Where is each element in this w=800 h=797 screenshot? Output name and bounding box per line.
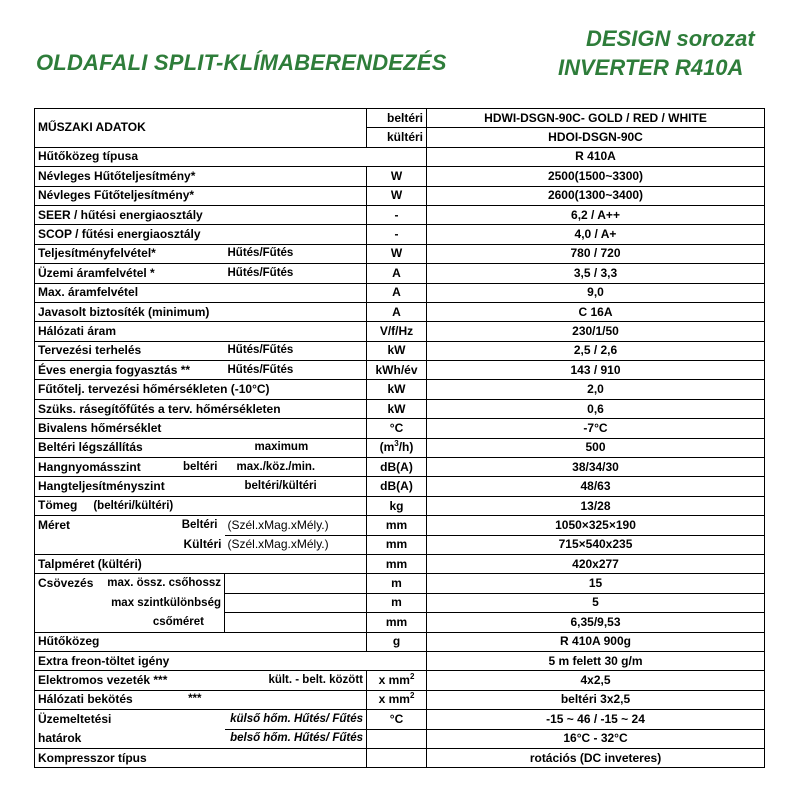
table-row (35, 671, 765, 690)
row-sublabel: Hűtés/Fűtés (225, 264, 367, 283)
row-label: Beltéri légszállítás (35, 438, 225, 457)
table-row (35, 554, 765, 573)
row-unit: mm (367, 613, 427, 632)
row-label: Névleges Hűtőteljesítmény* (35, 167, 367, 186)
row-unit: g (367, 632, 427, 651)
row-sublabel: Hűtés/Fűtés (225, 244, 367, 263)
row-unit: - (367, 205, 427, 224)
row-label: Üzemeltetési (35, 710, 225, 729)
table-row (35, 361, 765, 380)
row-label: Hangnyomásszint beltéri (35, 458, 225, 477)
row-unit: A (367, 264, 427, 283)
row-label: SCOP / fűtési energiaosztály (35, 225, 367, 244)
row-value: -15 ~ 46 / -15 ~ 24 (427, 710, 765, 729)
row-sublabel: kült. - belt. között (225, 671, 367, 690)
table-row (35, 438, 765, 457)
row-sublabel: maximum (225, 438, 367, 457)
row-value: 2,0 (427, 380, 765, 399)
indoor-label: beltéri (367, 109, 427, 128)
row-sublabel: max. össz. csőhossz (107, 577, 221, 590)
row-unit: m (367, 593, 427, 612)
row-label: Méret Beltéri (35, 516, 225, 535)
row-unit: W (367, 167, 427, 186)
table-row (35, 593, 765, 612)
row-unit: kW (367, 399, 427, 418)
row-value: 48/63 (427, 477, 765, 496)
row-sublabel: külső hőm. Hűtés/ Fűtés (225, 710, 367, 729)
row-label: Max. áramfelvétel (35, 283, 367, 302)
row-sublabel: Hűtés/Fűtés (225, 361, 367, 380)
row-value: 4,0 / A+ (427, 225, 765, 244)
row-label: Éves energia fogyasztás ** (35, 361, 225, 380)
table-row (35, 225, 765, 244)
row-unit: mm (367, 516, 427, 535)
row-value: 15 (427, 574, 765, 593)
row-label: Tömeg (beltéri/kültéri) (35, 496, 367, 515)
row-unit: dB(A) (367, 477, 427, 496)
row-label: Szüks. rásegítőfűtés a terv. hőmérsékleten (35, 399, 367, 418)
table-row (35, 205, 765, 224)
row-unit: mm (367, 535, 427, 554)
row-unit: m (367, 574, 427, 593)
row-unit: mm (367, 554, 427, 573)
row-label: Extra freon-töltet igény (35, 651, 427, 670)
row-label: Fűtőtelj. tervezési hőmérsékleten (-10°C) (35, 380, 367, 399)
row-value: 420x277 (427, 554, 765, 573)
row-value: 9,0 (427, 283, 765, 302)
row-value: 2,5 / 2,6 (427, 341, 765, 360)
table-row (35, 341, 765, 360)
row-unit: °C (367, 419, 427, 438)
row-label: Névleges Fűtőteljesítmény* (35, 186, 367, 205)
row-value: 2500(1500~3300) (427, 167, 765, 186)
table-row (35, 729, 765, 748)
row-unit: W (367, 186, 427, 205)
page-title: OLDAFALI SPLIT-KLÍMABERENDEZÉS (36, 50, 447, 75)
row-sublabel: Hűtés/Fűtés (225, 341, 367, 360)
row-unit: °C (367, 710, 427, 729)
outdoor-label: kültéri (367, 128, 427, 147)
row-label: SEER / hűtési energiaosztály (35, 205, 367, 224)
table-head-row-indoor (35, 109, 765, 128)
row-sublabel: beltéri (182, 460, 218, 473)
row-value: R 410A (427, 147, 765, 166)
row-label: Hálózati áram (35, 322, 367, 341)
spec-table (34, 108, 765, 768)
row-value: 6,35/9,53 (427, 613, 765, 632)
table-row (35, 651, 765, 670)
row-sublabel-2: (Szél.xMag.xMély.) (225, 516, 367, 535)
row-unit: kW (367, 341, 427, 360)
row-value: rotációs (DC inveteres) (427, 748, 765, 767)
row-sublabel: csőméret (35, 613, 225, 632)
table-row (35, 458, 765, 477)
row-label: Bivalens hőmérséklet (35, 419, 367, 438)
row-label: Üzemi áramfelvétel * (35, 264, 225, 283)
table-row (35, 244, 765, 263)
row-sublabel: Beltéri (181, 519, 218, 532)
row-unit: A (367, 302, 427, 321)
row-value: -7°C (427, 419, 765, 438)
row-value: 230/1/50 (427, 322, 765, 341)
row-unit (367, 729, 427, 748)
row-value: 715×540x235 (427, 535, 765, 554)
row-label: Elektromos vezeték *** (35, 671, 225, 690)
row-sublabel-2: max./köz./min. (225, 458, 367, 477)
row-unit: - (367, 225, 427, 244)
table-row (35, 322, 765, 341)
row-label: Hűtőközeg típusa (35, 147, 427, 166)
row-value: 5 m felett 30 g/m (427, 651, 765, 670)
row-value: R 410A 900g (427, 632, 765, 651)
table-row (35, 613, 765, 632)
row-value: 500 (427, 438, 765, 457)
row-sublabel: (beltéri/kültéri) (93, 500, 174, 512)
row-unit: dB(A) (367, 458, 427, 477)
row-label: Teljesítményfelvétel* (35, 244, 225, 263)
row-value: 1050×325×190 (427, 516, 765, 535)
table-row (35, 690, 765, 709)
row-unit: kWh/év (367, 361, 427, 380)
table-row (35, 419, 765, 438)
row-label: Javasolt biztosíték (minimum) (35, 302, 367, 321)
row-unit (367, 748, 427, 767)
table-row (35, 748, 765, 767)
table-row (35, 496, 765, 515)
row-value: 6,2 / A++ (427, 205, 765, 224)
row-label: Talpméret (kültéri) (35, 554, 367, 573)
row-unit: x $mm^2$ (367, 671, 427, 690)
indoor-model: HDWI-DSGN-90C- GOLD / RED / WHITE (427, 109, 765, 128)
row-unit: $(m^3/h)$ (367, 438, 427, 457)
table-row (35, 477, 765, 496)
outdoor-model: HDOI-DSGN-90C (427, 128, 765, 147)
series-title: DESIGN sorozat (586, 26, 755, 51)
table-row (35, 167, 765, 186)
table-row (35, 535, 765, 554)
row-label: Hűtőközeg (35, 632, 367, 651)
table-row (35, 516, 765, 535)
row-label: határok (35, 729, 225, 748)
row-unit: kg (367, 496, 427, 515)
table-row (35, 147, 765, 166)
row-label: Csövezés max. össz. csőhossz (35, 574, 225, 593)
row-value: 780 / 720 (427, 244, 765, 263)
series-subtitle: INVERTER R410A (558, 55, 744, 80)
row-sublabel: belső hőm. Hűtés/ Fűtés (225, 729, 367, 748)
row-label: Hálózati bekötés *** (35, 690, 225, 709)
row-value: 4x2,5 (427, 671, 765, 690)
table-head-label: MŰSZAKI ADATOK (35, 109, 367, 148)
row-unit: A (367, 283, 427, 302)
row-value: beltéri 3x2,5 (427, 690, 765, 709)
table-row (35, 574, 765, 593)
row-value: 16°C - 32°C (427, 729, 765, 748)
row-sublabel-2: (Szél.xMag.xMély.) (225, 535, 367, 554)
row-label: Tervezési terhelés (35, 341, 225, 360)
row-unit: x $mm^2$ (367, 690, 427, 709)
row-sublabel: *** (188, 693, 202, 706)
row-unit: W (367, 244, 427, 263)
row-value: 38/34/30 (427, 458, 765, 477)
table-row (35, 710, 765, 729)
row-unit: kW (367, 380, 427, 399)
row-value: 5 (427, 593, 765, 612)
row-value: 2600(1300~3400) (427, 186, 765, 205)
table-row (35, 380, 765, 399)
row-unit: V/f/Hz (367, 322, 427, 341)
row-value: 143 / 910 (427, 361, 765, 380)
table-row (35, 632, 765, 651)
table-row (35, 186, 765, 205)
table-row (35, 283, 765, 302)
row-label: Hangteljesítményszint (35, 477, 225, 496)
row-sublabel: Kültéri (35, 535, 225, 554)
row-value: 0,6 (427, 399, 765, 418)
table-row (35, 399, 765, 418)
table-row (35, 264, 765, 283)
row-value: 3,5 / 3,3 (427, 264, 765, 283)
row-label: Kompresszor típus (35, 748, 367, 767)
row-sublabel: beltéri/kültéri (225, 477, 367, 496)
row-value: 13/28 (427, 496, 765, 515)
row-sublabel: max szintkülönbség (35, 593, 225, 612)
table-row (35, 302, 765, 321)
row-value: C 16A (427, 302, 765, 321)
